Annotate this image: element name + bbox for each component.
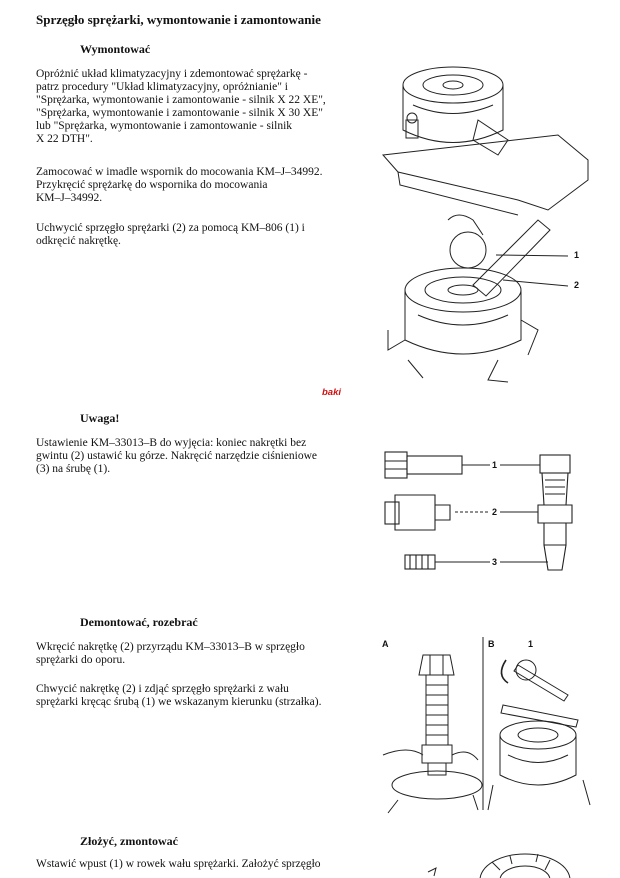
paragraph: Opróżnić układ klimatyzacyjny i zdemontować sprężarkę - patrz procedury "Układ klimatyzacyjny, opróżnianie" i "Sprężarka, wymontowanie i zamontowanie - silnik X 22 XE", "Sprężarka, wymontowanie i zamontowanie - silnik X 30 XE" lub "Sprężarka, wymontowanie i zamontowanie - silnik X 22 DTH". [36, 68, 326, 145]
section-heading-demontowac: Demontować, rozebrać [80, 615, 198, 629]
paragraph: Zamocować w imadle wspornik do mocowania KM–J–34992. Przykręcić sprężarkę do wspornika do mocowania KM–J–34992. [36, 166, 323, 204]
figure-clutch-puller-a-b [378, 635, 598, 815]
figure-label-1: 1 [528, 639, 534, 649]
section-heading-wymontowac: Wymontować [80, 42, 151, 56]
figure-label-1: 1 [574, 250, 580, 260]
figure-km-33013-b-tool [380, 445, 580, 575]
watermark-text: baki [322, 387, 342, 398]
paragraph: Ustawienie KM–33013–B do wyjęcia: koniec nakrętki bez gwintu (2) ustawić ku górze. Nakręcić narzędzie ciśnieniowe (3) na śrubę (1). [36, 437, 317, 475]
paragraph: Uchwycić sprzęgło sprężarki (2) za pomocą KM–806 (1) i odkręcić nakrętkę. [36, 222, 305, 247]
section-heading-zlozyc: Złożyć, zmontować [80, 834, 178, 848]
section-heading-uwaga: Uwaga! [80, 411, 120, 425]
figure-label-2: 2 [574, 280, 580, 290]
paragraph: Wstawić wpust (1) w rowek wału sprężarki. Założyć sprzęgło [36, 858, 321, 870]
figure-label-3: 3 [492, 557, 498, 567]
figure-label-a: A [382, 639, 389, 649]
figure-compressor-clutch-removal [378, 60, 598, 385]
figure-label-1: 1 [492, 460, 498, 470]
paragraph: Chwycić nakrętkę (2) i zdjąć sprzęgło sprężarki z wału sprężarki kręcąc śrubą (1) we wskazanym kierunku (strzałka). [36, 683, 322, 708]
figure-label-b: B [488, 639, 495, 649]
figure-label-2: 2 [492, 507, 498, 517]
page-title: Sprzęgło sprężarki, wymontowanie i zamontowanie [36, 12, 321, 27]
figure-clutch-install-partial [420, 850, 600, 878]
paragraph: Wkręcić nakrętkę (2) przyrządu KM–33013–B w sprzęgło sprężarki do oporu. [36, 641, 305, 666]
